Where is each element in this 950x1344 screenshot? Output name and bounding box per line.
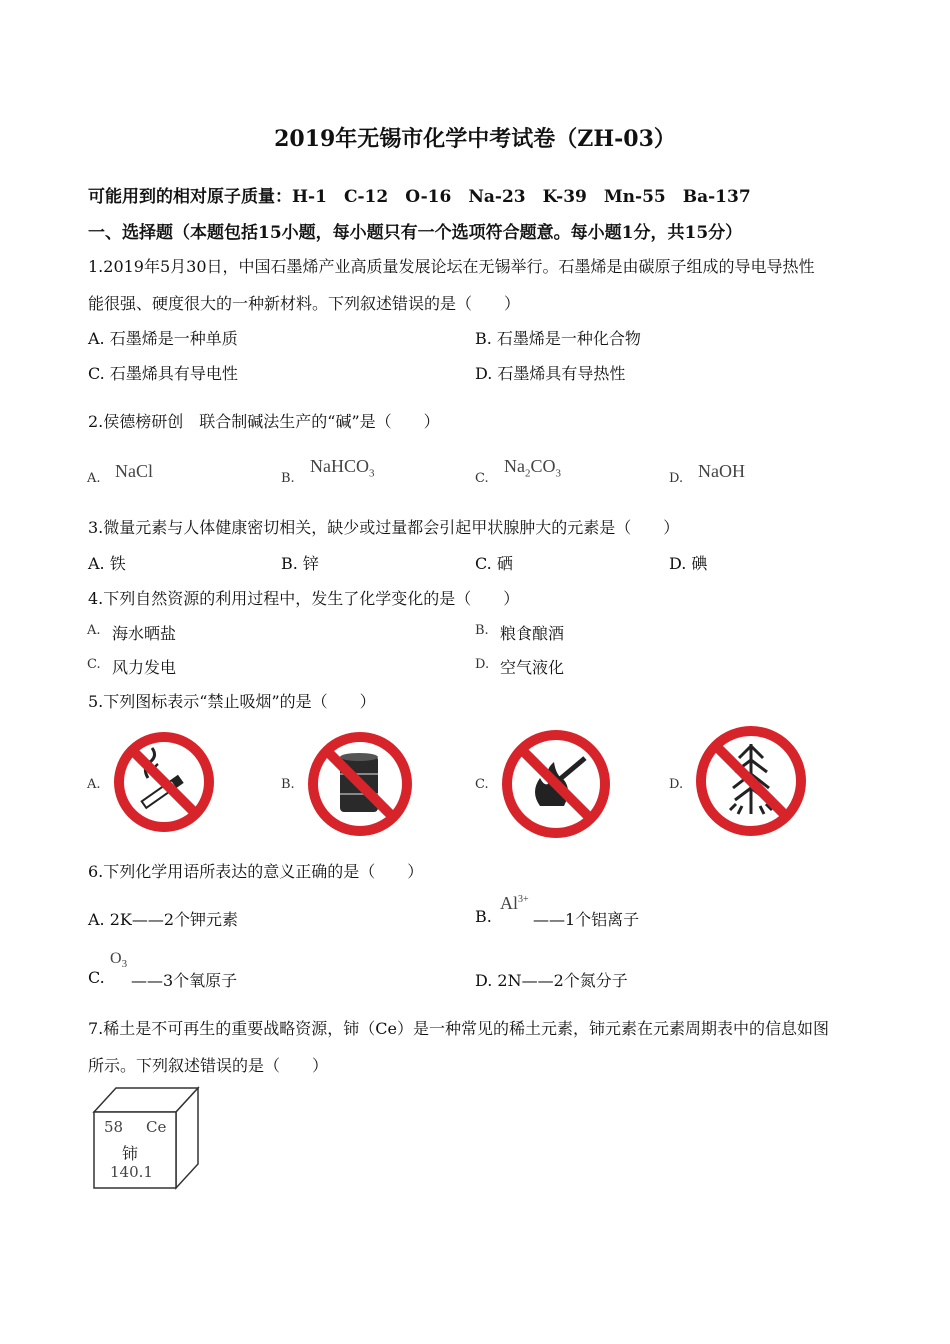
q3-option-b: B. 锌 <box>281 554 319 573</box>
q2-stem: 2.侯德榜研创 联合制碱法生产的“碱”是（ ） <box>88 412 440 431</box>
element-name: 铈 <box>122 1144 139 1163</box>
page-title: 2019年无锡市化学中考试卷（ZH-03） <box>274 126 676 152</box>
q1-option-c: C. 石墨烯具有导电性 <box>88 364 238 383</box>
atomic-mass: 140.1 <box>110 1163 153 1181</box>
no-open-flame-sign-icon <box>500 728 612 840</box>
q2-label-a: A. <box>87 471 101 486</box>
q6-stem: 6.下列化学用语所表达的意义正确的是（ ） <box>88 862 424 881</box>
q2-label-b: B. <box>281 471 295 486</box>
q4-option-c: 风力发电 <box>112 658 177 677</box>
element-symbol: Ce <box>146 1118 167 1136</box>
q6-option-d: D. 2N——2个氮分子 <box>475 971 628 990</box>
q1-stem-line2: 能很强、硬度很大的一种新材料。下列叙述错误的是（ ） <box>88 294 521 313</box>
q1-stem-line1: 1.2019年5月30日，中国石墨烯产业高质量发展论坛在无锡举行。石墨烯是由碳原子组成的导电导热性 <box>88 257 815 276</box>
q6-label-c: C. <box>88 968 105 987</box>
q4-label-d: D. <box>475 657 490 672</box>
q6-option-c-text: ——3个氧原子 <box>131 971 238 990</box>
q4-option-a: 海水晒盐 <box>112 624 177 643</box>
no-barrel-sign-icon <box>306 730 414 838</box>
q1-option-b: B. 石墨烯是一种化合物 <box>475 329 641 348</box>
q6-option-a: A. 2K——2个钾元素 <box>88 910 239 929</box>
q2-option-b-formula: NaHCO$_3$ <box>310 456 375 480</box>
q4-label-b: B. <box>475 623 489 638</box>
q4-label-a: A. <box>87 623 101 638</box>
q2-label-d: D. <box>669 471 684 486</box>
q6-label-b: B. <box>475 907 492 926</box>
q2-option-a-formula: NaCl <box>115 461 153 481</box>
q6-option-c-formula: $O_3$ <box>110 950 128 971</box>
atomic-masses: 可能用到的相对原子质量：H-1 C-12 O-16 Na-23 K-39 Mn-55 Ba-137 <box>88 187 751 207</box>
atomic-number: 58 <box>104 1118 124 1136</box>
q5-label-d: D. <box>669 777 684 792</box>
q6-option-b-formula: $Al^{3+}$ <box>500 893 529 913</box>
no-fireworks-sign-icon <box>694 724 808 838</box>
section-heading: 一、选择题（本题包括15小题，每小题只有一个选项符合题意。每小题1分，共15分） <box>88 223 743 243</box>
q4-stem: 4.下列自然资源的利用过程中，发生了化学变化的是（ ） <box>88 589 520 608</box>
q7-stem-line2: 所示。下列叙述错误的是（ ） <box>88 1056 329 1075</box>
q6-option-b-text: ——1个铝离子 <box>533 910 640 929</box>
q3-option-c: C. 硒 <box>475 554 513 573</box>
q5-label-a: A. <box>87 777 101 792</box>
q1-option-a: A. 石墨烯是一种单质 <box>88 329 238 348</box>
q7-stem-line1: 7.稀土是不可再生的重要战略资源，铈（Ce）是一种常见的稀土元素，铈元素在元素周期表中的信息如图 <box>88 1019 829 1038</box>
q2-label-c: C. <box>475 471 489 486</box>
q3-option-d: D. 碘 <box>669 554 708 573</box>
q4-option-d: 空气液化 <box>500 658 565 677</box>
q4-label-c: C. <box>87 657 101 672</box>
q5-stem: 5.下列图标表示“禁止吸烟”的是（ ） <box>88 692 376 711</box>
q2-option-c-formula: $Na_2CO_3$ <box>504 456 562 480</box>
q3-stem: 3.微量元素与人体健康密切相关，缺少或过量都会引起甲状腺肿大的元素是（ ） <box>88 518 680 537</box>
q4-option-b: 粮食酿酒 <box>500 624 565 643</box>
q5-label-c: C. <box>475 777 489 792</box>
q5-label-b: B. <box>281 777 295 792</box>
q3-option-a: A. 铁 <box>88 554 126 573</box>
no-smoking-sign-icon <box>112 730 216 834</box>
q1-option-d: D. 石墨烯具有导热性 <box>475 364 626 383</box>
q2-option-d-formula: NaOH <box>698 461 745 481</box>
